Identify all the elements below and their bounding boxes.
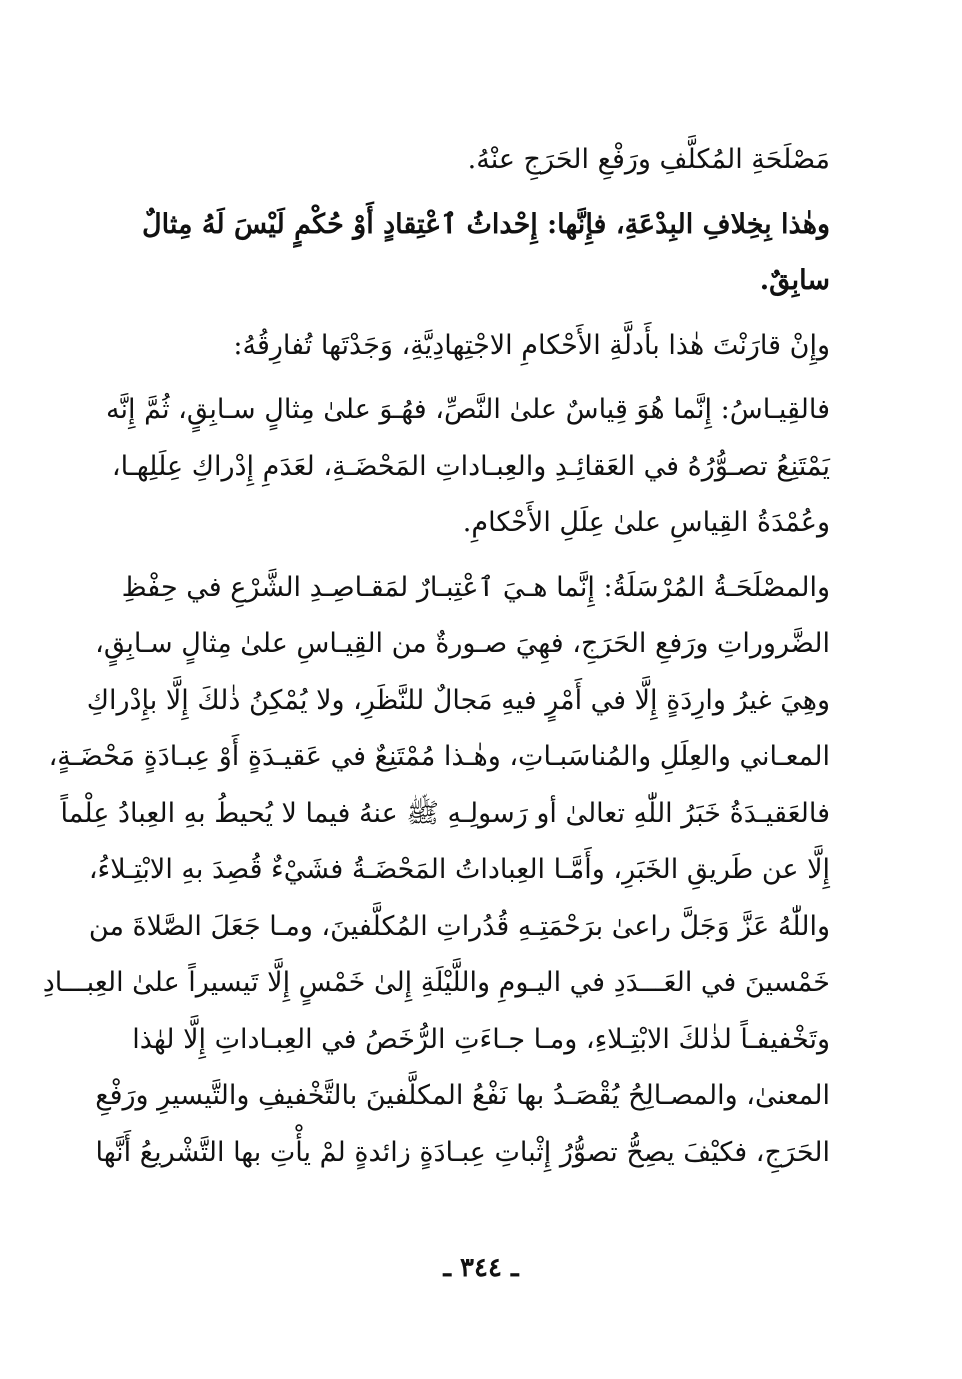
text-line: واللّٰهُ عَزَّ وَجَلَّ راعىٰ برَحْمَتِـهِ قُدُراتِ المُكلَّفينَ، ومـا جَعَلَ الصَّلاةَ من xyxy=(88,910,830,942)
text-line: فالعَقيـدَةُ خَبَرُ اللّٰهِ تعالىٰ أو رَسولِـهِ ﷺ عنهُ فيما لا يُحيطُ بهِ العِبادُ عِلْماً xyxy=(60,797,830,829)
text-line-bold: وهٰذا بِخِلافِ البِدْعَةِ، فإِنَّها: إِحْداثُ ٱعْتِقادٍ أَوْ حُكْمٍ لَيْسَ لَهُ مِثالٌ xyxy=(142,208,830,240)
text-line: وإِنْ قارَنْتَ هٰذا بأَدلَّةِ الأَحْكامِ الاجْتِهادِيَّةِ، وَجَدْتَها تُفارِقُهُ: xyxy=(233,329,830,361)
text-line: يَمْتَنِعُ تصـوُّرُهُ في العَقائِـدِ والعِبـاداتِ المَحْضَـةِ، لعَدَمِ إِدْراكِ عِلَلِهـا، xyxy=(111,450,830,482)
text-line: إِلَّا عن طَريقِ الخَبَرِ، وأَمَّـا العِباداتُ المَحْضَـةُ فشَيْءٌ قُصِدَ بهِ الابْتِـلاءُ، xyxy=(88,854,830,885)
page-number: ـ ٣٤٤ ـ xyxy=(443,1253,519,1283)
spacer xyxy=(150,310,830,318)
text-line-bold: سابِقٌ. xyxy=(759,265,830,296)
text-line: المعنىٰ، والمصـالِحُ يُقْصَـدُ بها نَفْعُ المكلَّفينَ بالتَّخْفيفِ والتَّيسيرِ ورَفْعِ xyxy=(95,1080,830,1111)
spacer xyxy=(150,552,830,560)
text-line: الضَّروراتِ ورَفعِ الحَرَجِ، فهِيَ صـورةٌ من القِيـاسِ علىٰ مِثالٍ سـابِقٍ، xyxy=(95,628,830,659)
text-line: الحَرَجِ، فكيْفَ يصِحُّ تصوُّرُ إِثْباتِ عِبـادَةٍ زائدةٍ لمْ يأْتِ بها التَّشْريعُ أَنَّها xyxy=(95,1136,830,1168)
text-line: وتَخْفيفـاً لذٰلكَ الابْتِـلاءِ، ومـا جـاءَتِ الرُّخَصُ في العِبـاداتِ إِلَّا لهٰذا xyxy=(132,1023,830,1055)
text-line: خَمْسينَ في العَـــدَدِ في اليـومِ واللَّيْلَةِ إِلىٰ خَمْسٍ إِلَّا تَيسيراً علىٰ العِبـــادِ xyxy=(42,967,830,998)
text-line: والمصْلَحَـةُ المُرْسَلَةُ: إِنَّما هـيَ ٱعْتِبـارٌ لمَقـاصِـدِ الشَّرْعِ في حِفْظِ xyxy=(121,571,830,603)
spacer xyxy=(150,189,830,197)
text-line: فالقِيـاسُ: إِنَّما هُوَ قِياسٌ علىٰ النَّصِّ، فهُـوَ علىٰ مِثالٍ سـابِقٍ، ثُمَّ إِنَّه xyxy=(106,394,830,425)
body-text xyxy=(42,132,830,1181)
text-line: المعـاني والعِلَلِ والمُناسَبـاتِ، وهٰـذا مُمْتَنِعٌ في عَقيـدَةٍ أَوْ عِبـادَةٍ مَحْضَـةٍ، xyxy=(48,741,830,772)
text-line: وعُمْدَةُ القِياسِ علىٰ عِلَلِ الأَحْكامِ. xyxy=(462,507,830,538)
text-line: مَصْلَحَةِ المُكلَّفِ ورَفْعِ الحَرَجِ عنْهُ. xyxy=(467,144,830,175)
spacer xyxy=(150,374,830,382)
text-line: وهِيَ غيرُ وارِدَةٍ إِلَّا في أَمْرٍ فيهِ مَجالٌ للنَّظَرِ، ولا يُمْكِنُ ذٰلكَ إِلَّا بإِدْراكِ xyxy=(86,684,830,716)
